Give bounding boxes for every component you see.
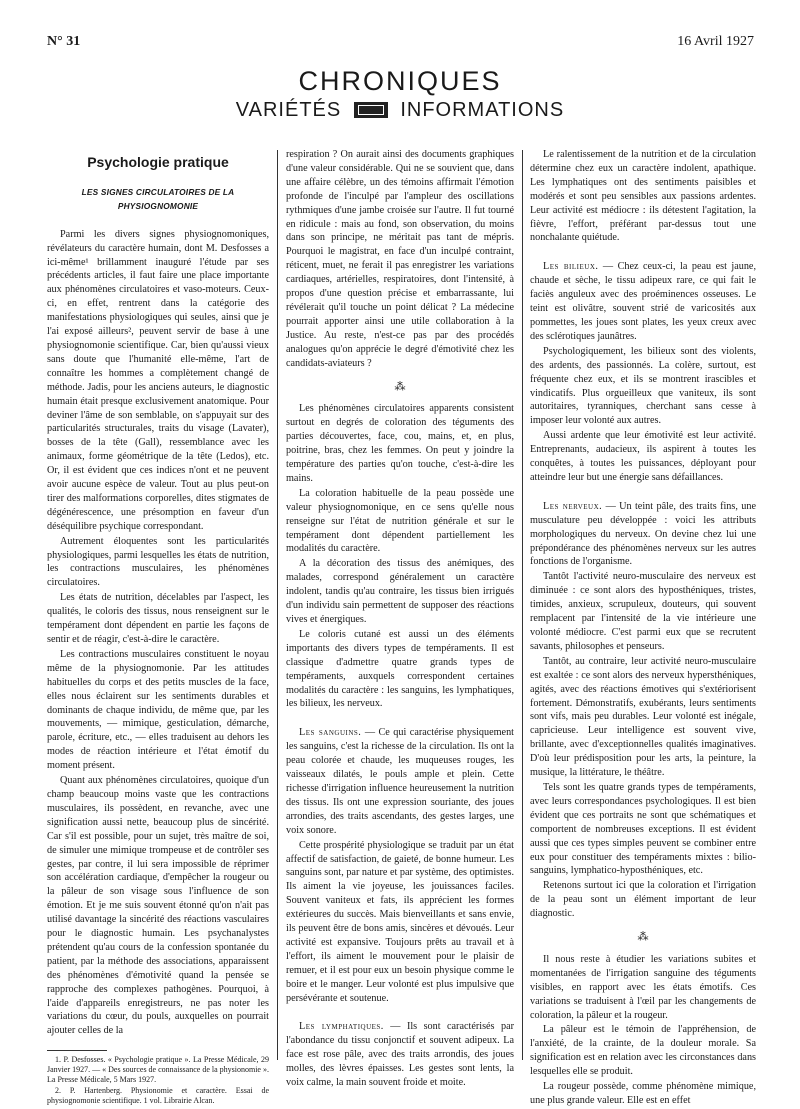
section-separator: ⁂ [637, 931, 649, 944]
paragraph: Parmi les divers signes physiognomoniques, révélateurs du caractère humain, dont M. Desfosses a ici-même¹ brillamment inauguré l'étude par ses précédents articles, il faut faire une place importante aux phénomènes circulatoires et vaso-moteurs. Ceux-ci, en effet, rentrent dans la catégorie des manifestations physiologiques qui seules, ainsi que je l'ai exposé ailleurs², peuvent servir de base à une physiognomonie scientifique. Car, bien qu'aussi vieux sans doute que l'humanité elle-même, l'art de connaître les hommes a complètement changé de méthode. Jadis, pour les anciens auteurs, le diagnostic humain était presque exclusivement anatomique. Pour deviner l'âme de son semblable, on s'appuyait sur des particularités structurales, traits du visage (Lavater), bosses de la tête (Gall), ressemblance avec les animaux, forme géométrique de la tête (Ledos), etc. Or, il est évident que ces indices n'ont et ne peuvent avoir aucune espèce de valeur. Tout au plus peut-on tirer des malformations corporelles, dites stigmates de dégénérescence, une présomption en faveur d'un déséquilibre psychique correspondant. [47, 228, 269, 532]
paragraph: La coloration habituelle de la peau possède une valeur physiognomonique, en ce sens qu'elle nous renseigne sur l'état de nutrition générale et sur le tempérament dont dépendent partiellement les modalités du caractère. [286, 487, 514, 555]
section-separator: ⁂ [394, 380, 406, 393]
column-divider [522, 150, 523, 1060]
article-title: Psychologie pratique [87, 154, 229, 170]
column-divider [277, 150, 278, 1060]
masthead-left-word: VARIÉTÉS [235, 99, 342, 121]
footnote: 1. P. Desfosses. « Psychologie pratique ». La Presse Médicale, 29 Janvier 1927. — « Des sources de connaissance de la physionomie ». La Presse Médicale, 5 Mars 1927. [47, 1055, 269, 1085]
paragraph: Les états de nutrition, décelables par l'aspect, les qualités, le coloris des tissus, nous renseignent sur le tempérament dont dépendent en partie les façons de sentir et de réagir, c'est-à-dire le caractère. [47, 592, 269, 645]
paragraph: Tantôt l'activité neuro-musculaire des nerveux est diminuée : ce sont alors des hyposthéniques, tristes, timides, anxieux, scrupuleux, douteurs, qui souvent remplacent par l'intensité de la vie intérieure une volonté médiocre. C'est parmi eux que se recrutent savants, philosophes et penseurs. [530, 571, 756, 652]
paragraph-nerveux: Les nerveux. — Un teint pâle, des traits fins, une musculature peu développée : voici les attributs morphologiques du nerveux. On devine chez lui une prépondérance des phénomènes nerveux sur les autres fonctions de l'organisme. [530, 500, 756, 568]
paragraph: La pâleur est le témoin de l'appréhension, de l'anxiété, de la crainte, de la douleur morale. Sa signification est en relation avec les circonstances dans lesquelles elle se produit. [530, 1024, 756, 1078]
paragraph: Le ralentissement de la nutrition et de la circulation détermine chez eux un caractère indolent, apathique. Les lymphatiques ont des sentiments paisibles et modérés et sont peu sensibles aux passions ardentes. Leur activité est médiocre : ils détestent l'agitation, la fièvre, l'effort, préférant par-dessus tout une nonchalante quiétude. [530, 149, 756, 244]
column-2 [286, 148, 514, 1091]
paragraph-bilieux: Les bilieux. — Chez ceux-ci, la peau est jaune, chaude et sèche, le tissu adipeux rare, ce qui fait le faciès anguleux avec des proéminences osseuses. Le teint est olivâtre, souvent strié de varicosités aux pommettes, les joues sont plates, les yeux creux avec des sclérotiques jaunâtres. [530, 261, 756, 342]
ornament-icon [354, 102, 388, 118]
paragraph: Aussi ardente que leur émotivité est leur activité. Entreprenants, audacieux, ils aspirent à toutes les conquêtes, à toutes les puissances, déployant pour atteindre leur but une énergie sans défaillances. [530, 430, 756, 483]
paragraph: Cette prospérité physiologique se traduit par un état affectif de satisfaction, de gaieté, de bonne humeur. Les sanguins sont, par nature et par système, des optimistes. Ils aiment la vie joyeuse, les jouissances faciles. Souvent vaniteux et fats, ils apprécient les formes extérieures du succès. Mais bienveillants et sans envie, ils peuvent être de bons amis, sincères et dévoués. Leur activité est expansive. Toujours prêts au travail et à l'effort, ils aiment le mouvement pour le plaisir de remuer, et il est pour eux un besoin physique comme le boire et le manger. Leur volonté est plus impulsive que persévérante et soutenue. [286, 839, 514, 1004]
paragraph: respiration ? On aurait ainsi des documents graphiques d'une valeur considérable. Qui ne se souvient que, dans une affaire célèbre, un des témoins affirmait l'émotion profonde de l'inculpé par l'ampleur des oscillations rythmiques d'une jambe croisée sur l'autre. Il fut tourné en ridicule : mais au fond, son observation, du moins dans son principe, ne méritait pas tant de mépris. Pourquoi le magistrat, en face d'un inculpé contraint, réticent, muet, ne ferait il pas enregistrer les variations cardiaques, artérielles, respiratoires, dont l'intensité, à propos d'une question précise et embarrassante, lui révélerait qu'il touche un point délicat ? La médecine pourrait apporter ainsi une utile collaboration à la Justice. Au reste, n'est-ce pas par des procédés analogues qu'on apprécie le degré d'émotivité chez les candidats-aviateurs ? [286, 149, 514, 369]
paragraph: Autrement éloquentes sont les particularités physiologiques, parmi lesquelles les états de nutrition, les contractions musculaires, les phénomènes circulatoires. [47, 535, 269, 589]
paragraph: A la décoration des tissus des anémiques, des malades, correspond généralement un caractère indolent, tandis qu'au contraire, les tissus bien irrigués d'un individu sain permettent de supposer des réactions vives et énergiques. [286, 558, 514, 625]
paragraph: Tels sont les quatre grands types de tempéraments, avec leurs correspondances psychologiques. Il est bien évident que ces portraits ne sont que schématiques et comportent de nombreuses exceptions. Il est évident aussi que ces types simples peuvent se combiner entre eux pour constituer des tempéraments mixtes : bilio-sanguins, lymphatico-hyposthéniques, etc. [530, 781, 756, 877]
masthead-title: CHRONIQUES [298, 66, 502, 96]
column-3 [530, 148, 756, 1109]
footnote-rule [47, 1050, 107, 1051]
article-subtitle: LES SIGNES CIRCULATOIRES DE LA PHYSIOGNOMONIE [81, 186, 235, 211]
subheading: Les lymphatiques. [299, 1021, 384, 1033]
subheading: Les nerveux. [543, 500, 603, 512]
paragraph: La rougeur possède, comme phénomène mimique, une plus grande valeur. Elle est en effet [530, 1081, 756, 1106]
masthead-right-word: INFORMATIONS [400, 99, 565, 121]
subheading: Les bilieux. [543, 261, 599, 273]
paragraph: Psychologiquement, les bilieux sont des violents, des ardents, des passionnés. La colère, surtout, est fréquente chez eux, et ils se montrent irascibles et vindicatifs. Plus orgueilleux que vaniteux, ils sont autoritaires, tyranniques, cherchant sans cesse à imposer leur volonté aux autres. [530, 345, 756, 427]
paragraph: Retenons surtout ici que la coloration et l'irrigation de la peau sont un élément important de leur diagnostic. [530, 880, 756, 920]
paragraph: Le coloris cutané est aussi un des éléments importants des divers types de tempéraments. Il est classique d'admettre quatre grands types de tempéraments, auxquels correspondent certaines modalités du caractère : les sanguins, les lymphatiques, les bilieux, les nerveux. [286, 628, 514, 710]
paragraph-sanguins: Les sanguins. — Ce qui caractérise physiquement les sanguins, c'est la richesse de la circulation. Ils ont la peau colorée et chaude, les muqueuses rouges, les vaisseaux dilatés, le pouls ample et plein. Cette richesse d'irrigation influence heureusement la nutrition des tissus. Ils ont une expression souriante, des joues arrondies, des traits ascendants, des gestes larges, une voix sonore. [286, 727, 514, 836]
masthead-subtitle [0, 99, 800, 122]
paragraph: Il nous reste à étudier les variations subites et momentanées de l'irrigation sanguine des téguments visibles, en rapport avec les états émotifs. Ces variations se traduisent à l'œil par les changements de coloration, la pâleur et la rougeur. [530, 953, 756, 1021]
paragraph-lymphatiques: Les lymphatiques. — Ils sont caractérisés par l'abondance du tissu conjonctif et souvent adipeux. La face est rose pâle, avec des traits arrondis, des joues molles, des lèvres épaisses. Les gestes sont lents, la voix calme, la main souvent froide et moite. [286, 1021, 514, 1089]
subheading: Les sanguins. [299, 727, 362, 739]
paragraph: Les contractions musculaires constituent le noyau même de la physiognomonie. Par les attitudes habituelles du corps et des petits muscles de la face, elles nous éclairent sur les sentiments durables et dominants de chaque individu, de même que, par les mouvements, — mimique, gesticulation, démarche, parole, écriture, etc., — elles traduisent au dehors les modes de réaction intérieure et l'état émotif du moment présent. [47, 648, 269, 772]
issue-number: N° 31 [47, 34, 81, 49]
issue-date: 16 Avril 1927 [677, 34, 754, 49]
column-1 [47, 148, 269, 1107]
footnote: 2. P. Hartenberg. Physionomie et caractère. Essai de physiognomonie scientifique. 1 vol. Librairie Alcan. [47, 1086, 269, 1106]
paragraph: Quant aux phénomènes circulatoires, quoique d'un champ beaucoup moins vaste que les contractions musculaires, ils possèdent, en revanche, avec une signification aussi nette, beaucoup plus de sincérité. Car s'il est possible, pour un sujet, très maître de soi, de simuler une mimique trompeuse et de contrôler ses gestes, par contre, il lui sera impossible de réprimer son accélération cardiaque, d'empêcher la rougeur ou la pâleur de son visage sous l'influence de son émotion. Et je me suis souvent étonné qu'on n'ait pas utilisé davantage la sincérité des réactions vasculaires pour le diagnostic humain. Les psychanalystes prétendent qu'au cours de la confession spontanée du patient, par la méthode des associations, apparaissent des phénomènes d'émotivité quand la pensée se rapproche des complexes pathogènes. Pourquoi, à l'aide d'appareils enregistreurs, ne pas noter les variations du cœur, du pouls, auxquelles on pourrait ajouter celles de la [47, 775, 269, 1037]
paragraph: Les phénomènes circulatoires apparents consistent surtout en degrés de coloration des téguments des parties découvertes, face, cou, mains, et, en plus, poitrine, bras, chez les femmes. On peut y joindre la température des parties qu'on touche, c'est-à-dire les mains. [286, 403, 514, 484]
paragraph: Tantôt, au contraire, leur activité neuro-musculaire est exaltée : ce sont alors des nerveux hypersthéniques, agités, avec des réactions émotives qui s'extériorisent fortement. Démonstratifs, exubérants, leurs sentiments sont vifs, mais peu durables. Leur volonté est inégale, capricieuse. Leur intelligence est souvent vive, brillante, avec d'exceptionnelles qualités imaginatives. D'où leur prédisposition pour les arts, la peinture, la musique, la littérature, le théâtre. [530, 655, 756, 779]
